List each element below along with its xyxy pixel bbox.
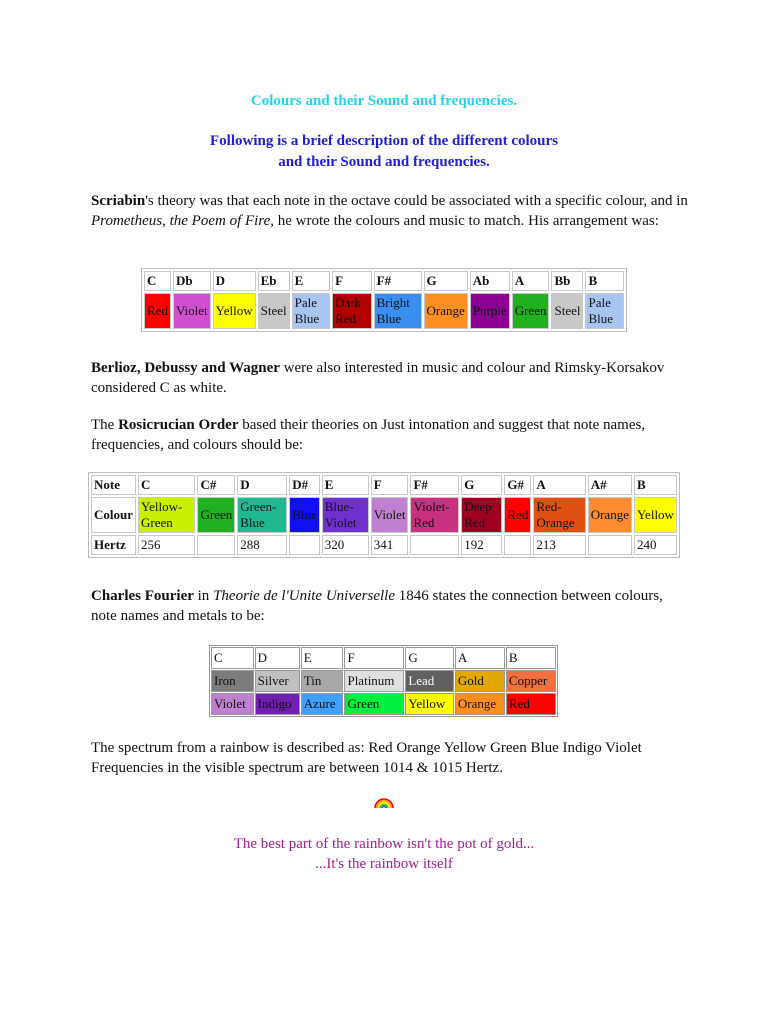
fourier-table: [209, 645, 558, 717]
rainbow-icon: [374, 797, 394, 809]
note-cell: D: [237, 475, 287, 495]
quote-line-2: ...It's the rainbow itself: [315, 856, 453, 872]
rosicrucian-name: Rosicrucian Order: [118, 417, 239, 433]
hertz-cell: 240: [634, 535, 677, 555]
note-cell: B: [585, 271, 624, 291]
rainbow-quote: [0, 834, 768, 874]
note-cell: A: [455, 647, 505, 669]
fourier-paragraph: [91, 586, 691, 626]
berlioz-paragraph: [91, 358, 691, 398]
note-cell: A: [533, 475, 585, 495]
note-cell: Eb: [258, 271, 290, 291]
colour-swatch-cell: Pale Blue: [585, 293, 624, 329]
scriabin-table: [141, 268, 627, 332]
rosicrucian-text: based their theories on Just intonation and suggest that note names, frequencies, and colours should be:: [91, 417, 646, 453]
colour-swatch-cell: Yellow-Green: [138, 497, 195, 533]
subtitle: [0, 131, 768, 173]
colour-swatch-cell: Yellow: [634, 497, 677, 533]
row-header-note: Note: [91, 475, 136, 495]
rosicrucian-paragraph: [91, 415, 691, 455]
note-cell: D: [213, 271, 256, 291]
spectrum-paragraph: The spectrum from a rainbow is described as: Red Orange Yellow Green Blue Indigo Violet Frequencies in the visible spectrum are between 1014 & 1015 Hertz.: [91, 740, 642, 776]
colour-swatch-cell: Deep Red: [461, 497, 502, 533]
hertz-cell: [588, 535, 632, 555]
note-cell: C: [138, 475, 195, 495]
colour-swatch-cell: Violet: [371, 497, 409, 533]
colour-swatch-cell: Red: [506, 693, 556, 715]
rosicrucian-table: [88, 472, 680, 558]
colour-swatch-cell: Purple: [470, 293, 510, 329]
metal-cell: Silver: [255, 670, 300, 692]
colour-swatch-cell: Steel: [258, 293, 290, 329]
colour-swatch-cell: Red: [144, 293, 171, 329]
colour-swatch-cell: Indigo: [255, 693, 300, 715]
hertz-cell: [289, 535, 320, 555]
note-cell: D: [255, 647, 300, 669]
hertz-cell: 341: [371, 535, 409, 555]
scriabin-colours-row: [144, 293, 624, 329]
berlioz-text: were also interested in music and colour and Rimsky-Korsakov considered C as white.: [91, 360, 665, 396]
row-header-colour: Colour: [91, 497, 136, 533]
subtitle-line-2: and their Sound and frequencies.: [278, 154, 490, 170]
colour-swatch-cell: Steel: [551, 293, 583, 329]
hertz-cell: 288: [237, 535, 287, 555]
note-cell: G: [405, 647, 454, 669]
row-header-hertz: Hertz: [91, 535, 136, 555]
colour-swatch-cell: Orange: [424, 293, 468, 329]
rosicrucian-pre: The: [91, 417, 119, 433]
colour-swatch-cell: Green: [512, 293, 550, 329]
note-cell: C#: [197, 475, 235, 495]
subtitle-line-1: Following is a brief description of the different colours: [209, 133, 559, 149]
colour-swatch-cell: Yellow: [405, 693, 454, 715]
scriabin-text-2: , he wrote the colours and music to match. His arrangement was:: [270, 213, 659, 229]
note-cell: C: [144, 271, 171, 291]
note-cell: Db: [173, 271, 211, 291]
note-cell: Bb: [551, 271, 583, 291]
colour-swatch-cell: Blue: [289, 497, 320, 533]
fourier-in: in: [193, 588, 214, 604]
hertz-cell: 320: [322, 535, 369, 555]
note-cell: E: [322, 475, 369, 495]
note-cell: F#: [410, 475, 459, 495]
colour-swatch-cell: Orange: [455, 693, 505, 715]
scriabin-text-1: 's theory was that each note in the octave could be associated with a specific colour, and in: [145, 193, 688, 209]
note-cell: F: [332, 271, 372, 291]
note-cell: F#: [374, 271, 422, 291]
metal-cell: Platinum: [344, 670, 404, 692]
fourier-text: 1846 states the connection between colours, note names and metals to be:: [91, 588, 663, 624]
metal-cell: Lead: [405, 670, 454, 692]
berlioz-names: Berlioz, Debussy and Wagner: [91, 360, 280, 376]
hertz-cell: [504, 535, 531, 555]
metal-cell: Iron: [211, 670, 254, 692]
colour-swatch-cell: Green-Blue: [237, 497, 287, 533]
fourier-metals-row: [211, 670, 556, 692]
note-cell: D#: [289, 475, 320, 495]
fourier-name: Charles Fourier: [91, 588, 194, 604]
colour-swatch-cell: Violet-Red: [410, 497, 459, 533]
colour-swatch-cell: Dark Red: [332, 293, 372, 329]
colour-swatch-cell: Green: [197, 497, 235, 533]
note-cell: Ab: [470, 271, 510, 291]
note-cell: B: [506, 647, 556, 669]
colour-swatch-cell: Red: [504, 497, 531, 533]
rosicrucian-hertz-row: [91, 535, 677, 555]
fourier-colours-row: [211, 693, 556, 715]
note-cell: F: [371, 475, 409, 495]
colour-swatch-cell: Red-Orange: [533, 497, 585, 533]
colour-swatch-cell: Azure: [301, 693, 344, 715]
scriabin-paragraph: [91, 191, 691, 231]
scriabin-notes-row: [144, 271, 624, 291]
note-cell: A: [512, 271, 550, 291]
note-cell: F: [344, 647, 404, 669]
scriabin-work: Prometheus, the Poem of Fire: [91, 213, 271, 229]
rosicrucian-notes-row: [91, 475, 677, 495]
rosicrucian-colours-row: [91, 497, 677, 533]
quote-line-1: The best part of the rainbow isn't the pot of gold...: [233, 836, 535, 852]
metal-cell: Gold: [455, 670, 505, 692]
hertz-cell: 192: [461, 535, 502, 555]
note-cell: G: [424, 271, 468, 291]
metal-cell: Copper: [506, 670, 556, 692]
colour-swatch-cell: Violet: [173, 293, 211, 329]
colour-swatch-cell: Green: [344, 693, 404, 715]
hertz-cell: 256: [138, 535, 195, 555]
metal-cell: Tin: [301, 670, 344, 692]
hertz-cell: [410, 535, 459, 555]
note-cell: E: [301, 647, 344, 669]
note-cell: C: [211, 647, 254, 669]
scriabin-name: Scriabin: [91, 193, 146, 209]
fourier-work: Theorie de l'Unite Universelle: [213, 588, 395, 604]
note-cell: E: [292, 271, 331, 291]
colour-swatch-cell: Yellow: [213, 293, 256, 329]
hertz-cell: [197, 535, 235, 555]
note-cell: A#: [588, 475, 632, 495]
colour-swatch-cell: Blue-Violet: [322, 497, 369, 533]
fourier-notes-row: [211, 647, 556, 669]
colour-swatch-cell: Bright Blue: [374, 293, 422, 329]
colour-swatch-cell: Orange: [588, 497, 632, 533]
note-cell: B: [634, 475, 677, 495]
colour-swatch-cell: Violet: [211, 693, 254, 715]
page-title: Colours and their Sound and frequencies.: [250, 93, 518, 109]
hertz-cell: 213: [533, 535, 585, 555]
note-cell: G: [461, 475, 502, 495]
note-cell: G#: [504, 475, 531, 495]
colour-swatch-cell: Pale Blue: [292, 293, 331, 329]
